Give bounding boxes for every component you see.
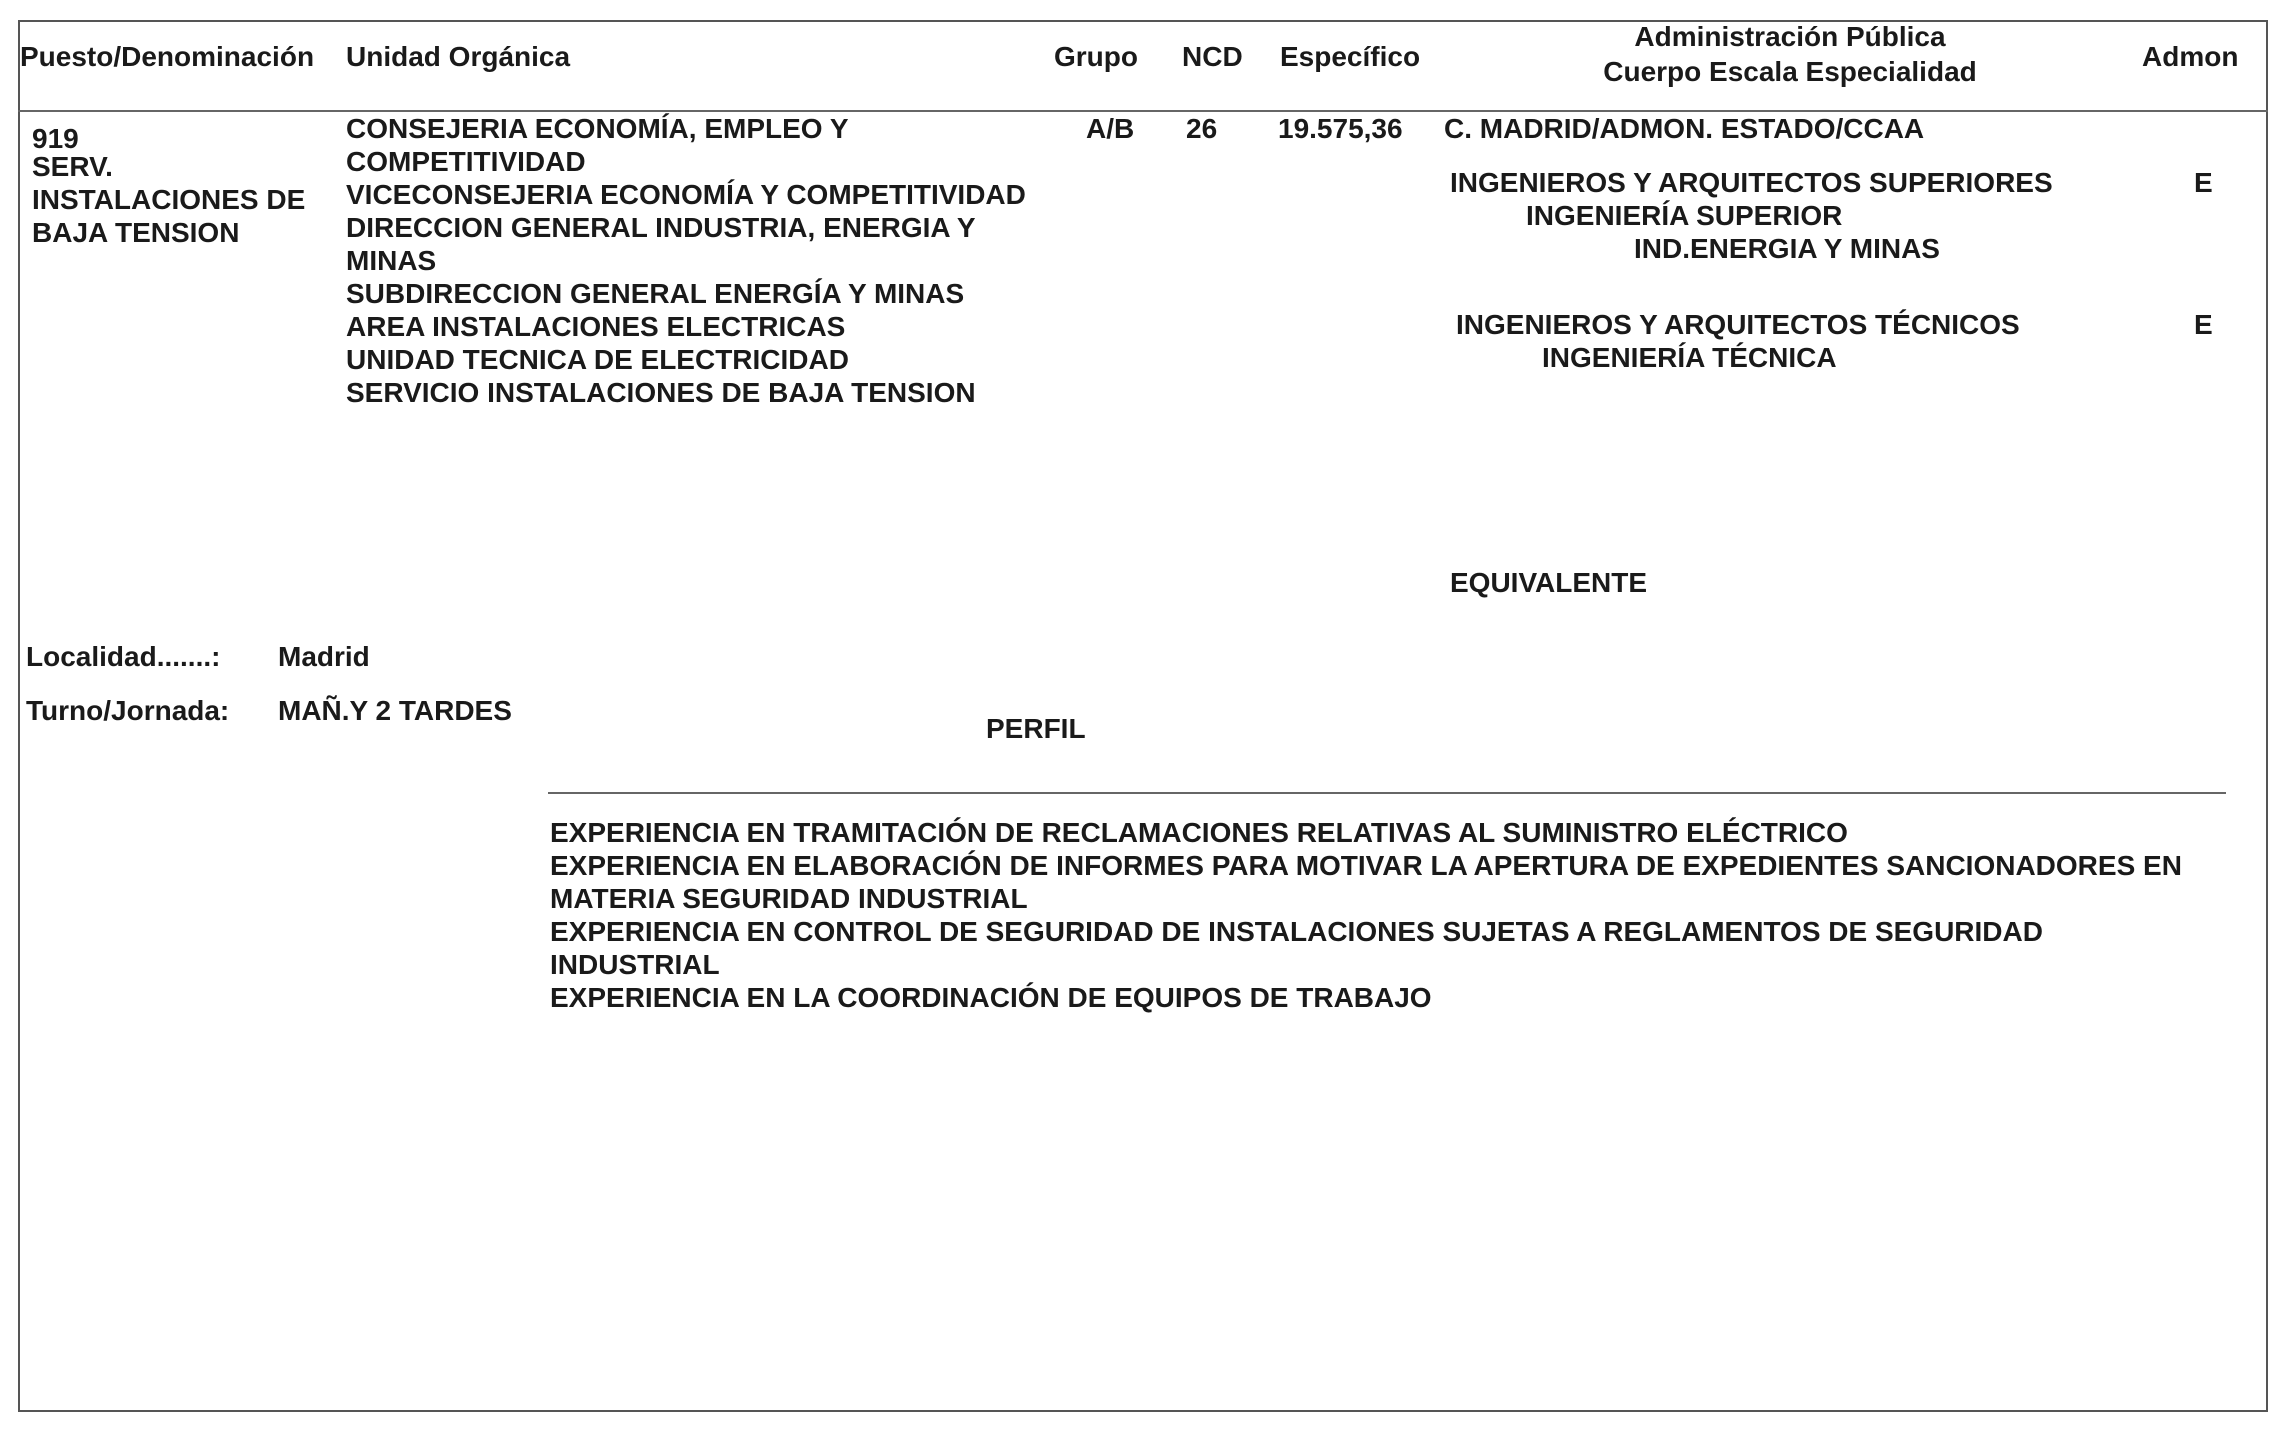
header-especifico: Específico	[1280, 41, 1421, 72]
header-grupo: Grupo	[1054, 41, 1138, 72]
escala-1: INGENIERÍA SUPERIOR	[1526, 200, 1843, 231]
admon-1: E	[2194, 167, 2213, 198]
header-puesto: Puesto/Denominación	[20, 41, 315, 72]
unidad-line: SERVICIO INSTALACIONES DE BAJA TENSION	[346, 377, 976, 408]
especialidad-1: IND.ENERGIA Y MINAS	[1634, 233, 1940, 264]
cuerpo-1: INGENIEROS Y ARQUITECTOS SUPERIORES	[1450, 167, 2053, 198]
unidad-line: CONSEJERIA ECONOMÍA, EMPLEO Y	[346, 113, 849, 144]
perfil-line: MATERIA SEGURIDAD INDUSTRIAL	[550, 883, 1028, 914]
unidad-line: VICECONSEJERIA ECONOMÍA Y COMPETITIVIDAD	[346, 179, 1026, 210]
header-admin-line2: Cuerpo Escala Especialidad	[1603, 56, 1977, 87]
unidad-organica	[346, 112, 1026, 409]
perfil-line: EXPERIENCIA EN TRAMITACIÓN DE RECLAMACIONES RELATIVAS AL SUMINISTRO ELÉCTRICO	[550, 817, 1848, 848]
escala-2: INGENIERÍA TÉCNICA	[1542, 342, 1837, 373]
puesto-line: INSTALACIONES DE	[32, 184, 306, 215]
localidad-value: Madrid	[278, 641, 370, 672]
puesto-line: BAJA TENSION	[32, 217, 240, 248]
perfil-line: EXPERIENCIA EN CONTROL DE SEGURIDAD DE INSTALACIONES SUJETAS A REGLAMENTOS DE SEGURIDAD	[550, 916, 2043, 947]
turno-value: MAÑ.Y 2 TARDES	[278, 695, 512, 726]
unidad-line: MINAS	[346, 245, 437, 276]
unidad-line: UNIDAD TECNICA DE ELECTRICIDAD	[346, 344, 849, 375]
perfil-divider	[548, 792, 2226, 794]
puesto-denominacion	[32, 150, 305, 249]
especifico-value: 19.575,36	[1278, 113, 1403, 144]
header-unidad: Unidad Orgánica	[346, 41, 571, 72]
perfil-title: PERFIL	[986, 713, 1086, 744]
perfil-line: EXPERIENCIA EN ELABORACIÓN DE INFORMES PARA MOTIVAR LA APERTURA DE EXPEDIENTES SANCIONADORES EN	[550, 850, 2182, 881]
localidad-label: Localidad.......:	[26, 641, 221, 672]
unidad-line: COMPETITIVIDAD	[346, 146, 586, 177]
puesto-line: SERV.	[32, 151, 113, 182]
perfil-lines	[550, 816, 2182, 1014]
unidad-line: AREA INSTALACIONES ELECTRICAS	[346, 311, 846, 342]
grupo-value: A/B	[1086, 113, 1135, 144]
header-admon: Admon	[2142, 41, 2239, 72]
turno-label: Turno/Jornada:	[26, 695, 230, 726]
puesto-number: 919	[32, 123, 79, 154]
header-admin-line1: Administración Pública	[1634, 21, 1946, 52]
administracion-value: C. MADRID/ADMON. ESTADO/CCAA	[1444, 113, 1925, 144]
admon-2: E	[2194, 309, 2213, 340]
unidad-line: SUBDIRECCION GENERAL ENERGÍA Y MINAS	[346, 278, 965, 309]
equivalente-label: EQUIVALENTE	[1450, 567, 1648, 598]
unidad-line: DIRECCION GENERAL INDUSTRIA, ENERGIA Y	[346, 212, 976, 243]
perfil-line: EXPERIENCIA EN LA COORDINACIÓN DE EQUIPOS DE TRABAJO	[550, 982, 1432, 1013]
header-ncd: NCD	[1182, 41, 1243, 72]
cuerpo-2: INGENIEROS Y ARQUITECTOS TÉCNICOS	[1456, 309, 2020, 340]
perfil-line: INDUSTRIAL	[550, 949, 720, 980]
ncd-value: 26	[1186, 113, 1218, 144]
